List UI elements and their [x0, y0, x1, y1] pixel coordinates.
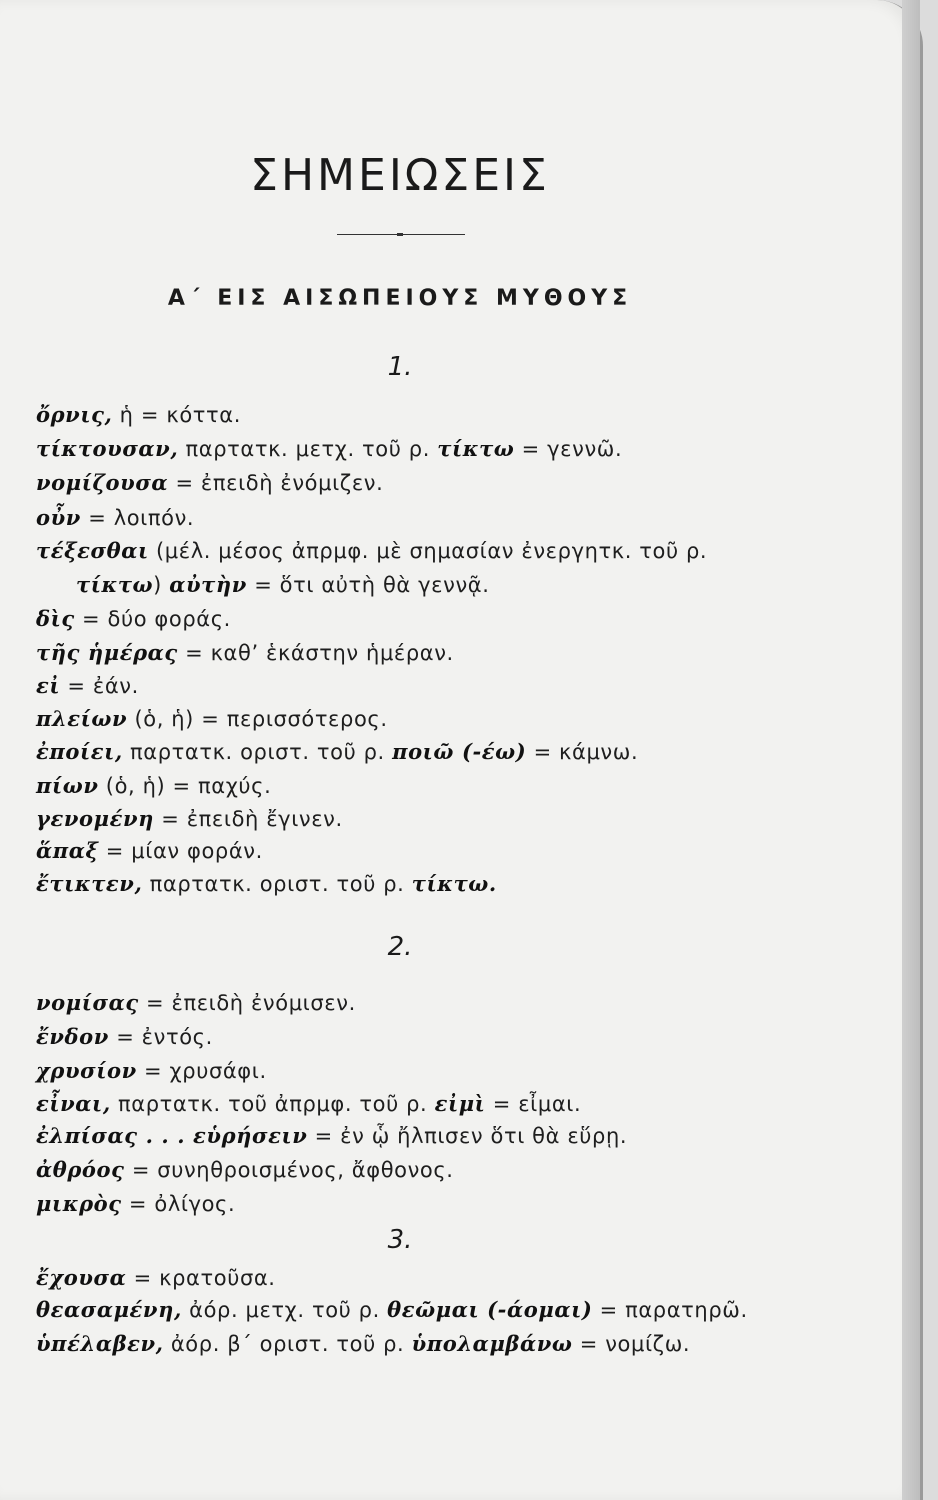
headword: ἔτικτεν,	[36, 871, 143, 896]
gloss-text: ἀόρ. β΄ οριστ. τοῦ ρ.	[163, 1332, 412, 1356]
headword: δὶς	[36, 606, 75, 631]
gloss-entry	[36, 1123, 627, 1148]
gloss-entry	[36, 1265, 276, 1290]
gloss-entry	[36, 640, 454, 665]
gloss-text: = ἐπειδὴ ἐνόμιζεν.	[168, 471, 384, 495]
gloss-text: = ἐπειδὴ ἔγινεν.	[153, 807, 343, 831]
gloss-text: παρτατκ. τοῦ ἀπρμφ. τοῦ ρ.	[110, 1092, 435, 1116]
gloss-text: = συνηθροισμένος, ἄφθονος.	[124, 1158, 454, 1182]
gloss-text: = καθ’ ἑκάστην ἡμέραν.	[177, 641, 454, 665]
gloss-text: = γεννῶ.	[514, 437, 623, 461]
section-number: 2.	[387, 932, 413, 962]
section-number: 3.	[387, 1225, 413, 1255]
gloss-text: = ὀλίγος.	[121, 1192, 236, 1216]
gloss-text: = ἐντός.	[108, 1025, 213, 1049]
gloss-text: = λοιπόν.	[80, 506, 195, 530]
headword: ἔχουσα	[36, 1265, 127, 1290]
gloss-text: (ὁ, ἡ) = περισσότερος.	[127, 707, 388, 731]
gloss-entry	[36, 739, 638, 764]
gloss-entry	[36, 505, 194, 530]
gloss-entry	[36, 1297, 748, 1322]
headword: εἶναι,	[36, 1091, 111, 1116]
headword: ἀθρόος	[36, 1157, 125, 1182]
title-divider	[337, 234, 465, 235]
headword: τίκτουσαν,	[36, 436, 179, 461]
gloss-entry	[36, 538, 707, 563]
gloss-text: παρτατκ. οριστ. τοῦ ρ.	[122, 740, 393, 764]
gloss-text: = ὅτι αὐτὴ θὰ γεννᾷ.	[246, 573, 490, 597]
headword: οὖν	[36, 505, 81, 530]
headword: μικρὸς	[36, 1191, 122, 1216]
headword: πλείων	[36, 706, 128, 731]
gloss-entry	[36, 706, 388, 731]
headword: θεασαμένη,	[36, 1297, 182, 1322]
gloss-text: = κάμνω.	[526, 740, 639, 764]
gloss-text: = ἐάν.	[60, 674, 139, 698]
gloss-text: (ὁ, ἡ) = παχύς.	[98, 774, 272, 798]
gloss-entry	[36, 1058, 267, 1083]
page-edge	[902, 0, 920, 1500]
headword: πίων	[36, 773, 99, 798]
headword: εἰ	[36, 673, 61, 698]
headword: ἐλπίσας . . . εὑρήσειν	[36, 1123, 308, 1148]
gloss-entry	[36, 1191, 235, 1216]
gloss-entry	[36, 1091, 581, 1116]
headword: ἐποίει,	[36, 739, 123, 764]
gloss-entry	[36, 1024, 213, 1049]
headword: γενομένη	[36, 806, 154, 831]
section-number: 1.	[387, 352, 413, 382]
gloss-text: = χρυσάφι.	[136, 1059, 267, 1083]
gloss-entry	[36, 436, 622, 461]
gloss-text: )	[153, 573, 170, 597]
headword: ποιῶ (-έω)	[392, 739, 527, 764]
gloss-entry	[36, 673, 139, 698]
gloss-text: (μέλ. μέσος ἀπρμφ. μὲ σημασίαν ἐνεργητκ. τοῦ ρ.	[148, 539, 708, 563]
gloss-entry	[36, 470, 383, 495]
gloss-text: ἡ = κόττα.	[112, 403, 241, 427]
headword: θεῶμαι (-άομαι)	[387, 1297, 593, 1322]
gloss-entry	[36, 402, 241, 427]
gloss-text: = εἶμαι.	[485, 1092, 582, 1116]
gloss-text: = νομίζω.	[572, 1332, 691, 1356]
gloss-entry	[36, 1331, 690, 1356]
gloss-text: = δύο φοράς.	[74, 607, 231, 631]
headword: αὐτὴν	[169, 572, 247, 597]
headword: ὑπέλαβεν,	[36, 1331, 164, 1356]
gloss-text: ἀόρ. μετχ. τοῦ ρ.	[181, 1298, 388, 1322]
page-title: ΣΗΜΕΙΩΣΕΙΣ	[250, 150, 550, 201]
section-heading: Α΄ ΕΙΣ ΑΙΣΩΠΕΙΟΥΣ ΜΥΘΟΥΣ	[167, 286, 633, 311]
headword: εἰμὶ	[434, 1091, 486, 1116]
headword: τῆς ἡμέρας	[36, 640, 178, 665]
headword: τίκτω	[76, 572, 154, 597]
headword: ἔνδον	[36, 1024, 109, 1049]
gloss-text: παρτατκ. μετχ. τοῦ ρ.	[178, 437, 438, 461]
headword: τίκτω.	[411, 871, 497, 896]
gloss-entry	[36, 1157, 454, 1182]
headword: ὄρνις,	[36, 402, 113, 427]
gloss-entry	[36, 871, 497, 896]
headword: χρυσίον	[36, 1058, 137, 1083]
gloss-text: = κρατοῦσα.	[126, 1266, 276, 1290]
gloss-entry	[36, 773, 271, 798]
gloss-entry-continuation	[76, 572, 490, 597]
gloss-entry	[36, 806, 343, 831]
gloss-text: = ἐν ᾧ ἤλπισεν ὅτι θὰ εὕρῃ.	[307, 1124, 628, 1148]
gloss-entry	[36, 838, 263, 863]
gloss-text: = ἐπειδὴ ἐνόμισεν.	[138, 991, 356, 1015]
headword: νομίσας	[36, 990, 139, 1015]
gloss-entry	[36, 606, 231, 631]
headword: τέξεσθαι	[36, 538, 149, 563]
gloss-text: = μίαν φοράν.	[98, 839, 263, 863]
gloss-text: παρτατκ. οριστ. τοῦ ρ.	[142, 872, 412, 896]
gloss-text: = παρατηρῶ.	[592, 1298, 748, 1322]
headword: τίκτω	[437, 436, 515, 461]
headword: νομίζουσα	[36, 470, 169, 495]
headword: ἅπαξ	[36, 838, 99, 863]
headword: ὑπολαμβάνω	[411, 1331, 573, 1356]
gloss-entry	[36, 990, 356, 1015]
